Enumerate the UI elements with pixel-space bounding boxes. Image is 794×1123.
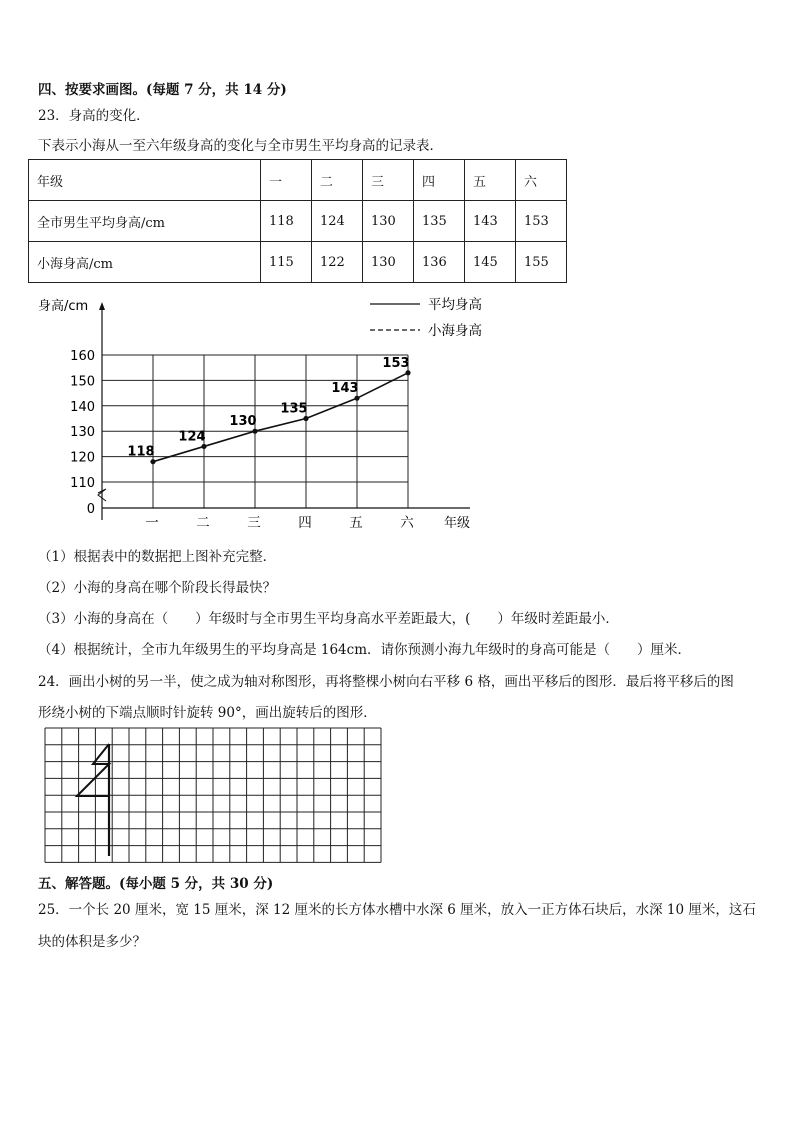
q25-line2: 块的体积是多少？: [38, 934, 146, 950]
y-tick-label: 140: [70, 399, 95, 415]
legend-item-average: 平均身高: [428, 297, 482, 313]
table-cell: 全市男生平均身高/cm: [29, 201, 261, 242]
table-cell: 135: [414, 201, 465, 242]
series-lines: [127, 356, 410, 464]
y-tick-label: 130: [70, 425, 95, 441]
q23-sub4: （4）根据统计，全市九年级男生的平均身高是 164cm．请你预测小海九年级时的身高可能是（ ）厘米．: [38, 642, 692, 658]
table-cell: 118: [261, 201, 312, 242]
tree-grid-figure: [0, 726, 794, 866]
table-cell: 155: [516, 242, 567, 283]
data-point: [303, 416, 308, 421]
q24-line1: 24．画出小树的另一半，使之成为轴对称图形，再将整棵小树向右平移 6 格，画出平移后的图形．最后将平移后的图: [38, 674, 734, 690]
data-label: 130: [229, 414, 257, 430]
q23-sub1: （1）根据表中的数据把上图补充完整．: [38, 549, 277, 565]
data-label: 135: [280, 401, 308, 417]
y-axis-label: 身高/cm: [38, 299, 89, 314]
section5-heading: 五、解答题。(每小题 5 分，共 30 分): [38, 876, 274, 892]
x-tick-labels: [145, 515, 414, 531]
chart-legend: [370, 296, 482, 339]
table-cell: 四: [414, 160, 465, 201]
table-cell: 五: [465, 160, 516, 201]
table-cell: 136: [414, 242, 465, 283]
q23-title: 23．身高的变化．: [38, 108, 150, 124]
data-point: [201, 444, 206, 449]
table-cell: 六: [516, 160, 567, 201]
data-point: [405, 370, 410, 375]
data-label: 124: [178, 429, 206, 445]
data-point: [252, 429, 257, 434]
y-tick-label: 150: [70, 374, 95, 390]
table-cell: 二: [312, 160, 363, 201]
table-cell: 115: [261, 242, 312, 283]
table-cell: 年级: [29, 160, 261, 201]
half-tree-outline: [77, 744, 109, 796]
data-point: [150, 459, 155, 464]
table-row: [29, 160, 567, 201]
q23-intro: 下表示小海从一至六年级身高的变化与全市男生平均身高的记录表．: [38, 138, 443, 154]
q24-line2: 形绕小树的下端点顺时针旋转 90°，画出旋转后的图形．: [38, 705, 377, 721]
y-tick-label: 0: [86, 502, 95, 517]
height-line-chart: [0, 288, 794, 538]
table-cell: 124: [312, 201, 363, 242]
table-row: [29, 242, 567, 283]
series-line: [153, 373, 408, 462]
table-cell: 122: [312, 242, 363, 283]
q23-sub3: （3）小海的身高在（ ）年级时与全市男生平均身高水平差距最大，( ）年级时差距最小．: [38, 611, 619, 627]
table-row: [29, 201, 567, 242]
x-axis-label: 年级: [444, 516, 471, 531]
data-label: 153: [382, 355, 410, 371]
table-cell: 153: [516, 201, 567, 242]
height-record-table: [28, 159, 567, 283]
legend-item-xiaohai: 小海身高: [428, 323, 482, 339]
y-tick-label: 160: [70, 349, 95, 364]
data-point: [354, 396, 359, 401]
data-label: 143: [331, 381, 359, 397]
x-tick-label: 四: [298, 515, 312, 531]
table-cell: 小海身高/cm: [29, 242, 261, 283]
q25-line1: 25．一个长 20 厘米，宽 15 厘米，深 12 厘米的长方体水槽中水深 6 厘米，放入一正方体石块后，水深 10 厘米，这石: [38, 902, 756, 918]
x-tick-label: 一: [145, 515, 159, 531]
table-cell: 一: [261, 160, 312, 201]
data-label: 118: [127, 444, 155, 460]
y-axis-arrow-icon: [99, 302, 105, 310]
x-tick-label: 五: [349, 515, 363, 531]
x-tick-label: 六: [400, 515, 414, 531]
section4-heading: 四、按要求画图。(每题 7 分，共 14 分): [38, 82, 287, 98]
y-tick-labels: [70, 349, 95, 517]
x-tick-label: 二: [196, 515, 210, 531]
x-tick-label: 三: [247, 515, 261, 531]
q23-sub2: （2）小海的身高在哪个阶段长得最快？: [38, 580, 277, 596]
table-cell: 130: [363, 242, 414, 283]
y-tick-label: 110: [70, 476, 95, 491]
y-tick-label: 120: [70, 450, 95, 466]
table-cell: 145: [465, 242, 516, 283]
table-cell: 130: [363, 201, 414, 242]
table-cell: 143: [465, 201, 516, 242]
table-cell: 三: [363, 160, 414, 201]
